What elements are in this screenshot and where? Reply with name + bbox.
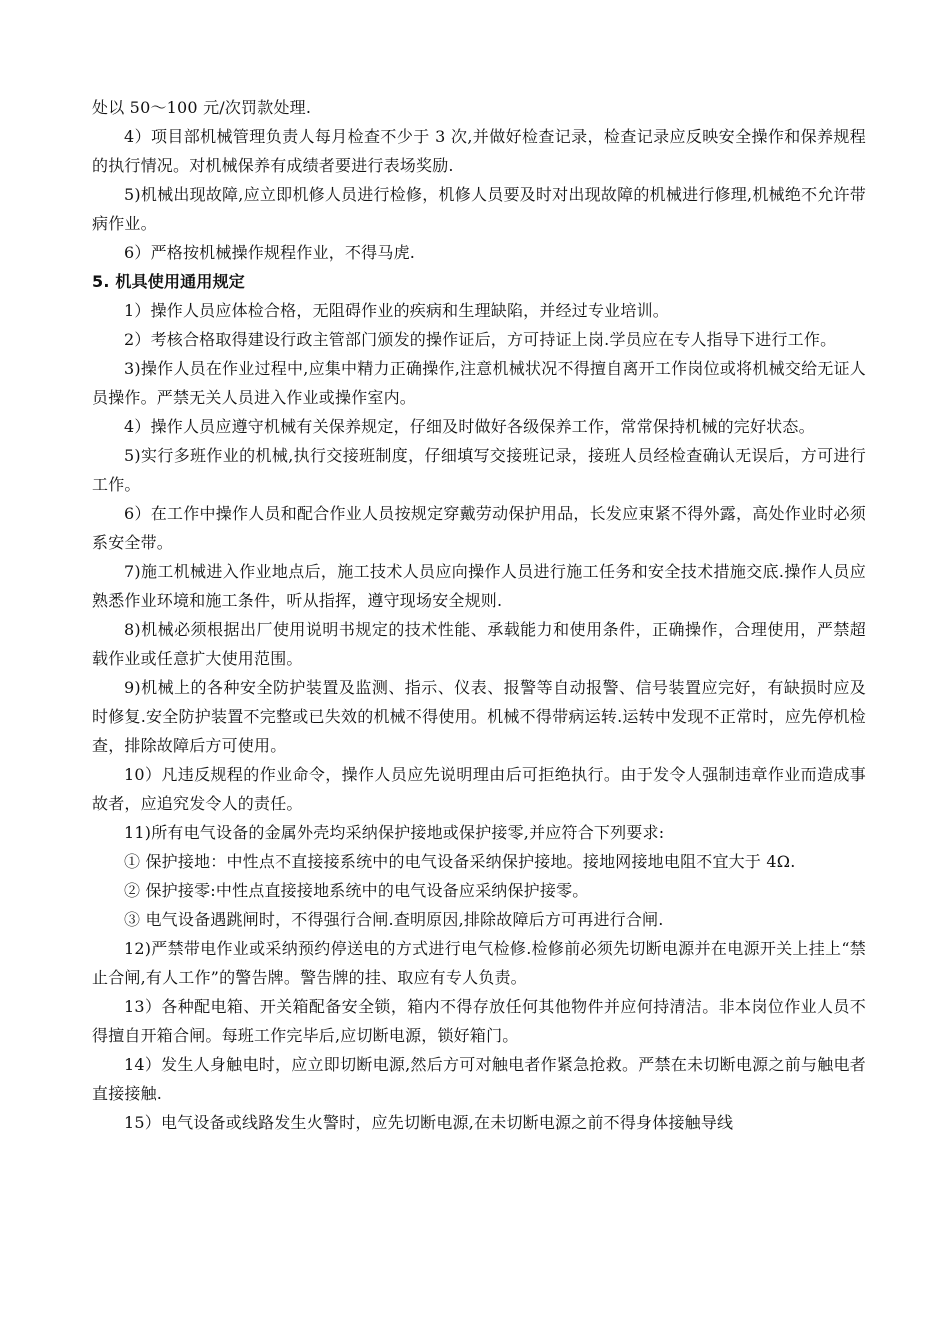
paragraph-rule-10: 10）凡违反规程的作业命令，操作人员应先说明理由后可拒绝执行。由于发令人强制违章作业而造成事故者，应追究发令人的责任。: [92, 765, 866, 813]
paragraph-subrule-1: ① 保护接地：中性点不直接接系统中的电气设备采纳保护接地。接地网接地电阻不宜大于 4Ω.: [124, 852, 796, 871]
document-body: [92, 93, 866, 1137]
paragraph-item-5-repair: 5)机械出现故障,应立即机修人员进行检修，机修人员要及时对出现故障的机械进行修理,机械绝不允许带病作业。: [92, 185, 866, 233]
paragraph-item-6-procedure: 6）严格按机械操作规程作业，不得马虎.: [124, 243, 416, 262]
paragraph-rule-5: 5)实行多班作业的机械,执行交接班制度，仔细填写交接班记录，接班人员经检查确认无误后，方可进行工作。: [92, 446, 866, 494]
paragraph-rule-3: 3)操作人员在作业过程中,应集中精力正确操作,注意机械状况不得擅自离开工作岗位或将机械交给无证人员操作。严禁无关人员进入作业或操作室内。: [92, 359, 866, 407]
paragraph-rule-2: 2）考核合格取得建设行政主管部门颁发的操作证后，方可持证上岗.学员应在专人指导下进行工作。: [124, 330, 837, 349]
paragraph-fine-clause: 处以 50～100 元/次罚款处理.: [92, 98, 312, 117]
paragraph-rule-15: 15）电气设备或线路发生火警时，应先切断电源,在未切断电源之前不得身体接触导线: [124, 1113, 734, 1132]
paragraph-rule-6: 6）在工作中操作人员和配合作业人员按规定穿戴劳动保护用品，长发应束紧不得外露，高处作业时必须系安全带。: [92, 504, 866, 552]
paragraph-rule-4: 4）操作人员应遵守机械有关保养规定，仔细及时做好各级保养工作，常常保持机械的完好状态。: [124, 417, 815, 436]
paragraph-rule-1: 1）操作人员应体检合格，无阻碍作业的疾病和生理缺陷，并经过专业培训。: [124, 301, 669, 320]
paragraph-rule-12: 12)严禁带电作业或采纳预约停送电的方式进行电气检修.检修前必须先切断电源并在电源开关上挂上“禁止合闸,有人工作”的警告牌。警告牌的挂、取应有专人负责。: [92, 939, 866, 987]
paragraph-rule-8: 8)机械必须根据出厂使用说明书规定的技术性能、承载能力和使用条件，正确操作，合理使用，严禁超载作业或任意扩大使用范围。: [92, 620, 866, 668]
paragraph-subrule-2: ② 保护接零:中性点直接接地系统中的电气设备应采纳保护接零。: [124, 881, 589, 900]
paragraph-rule-14: 14）发生人身触电时，应立即切断电源,然后方可对触电者作紧急抢救。严禁在未切断电源之前与触电者直接接触.: [92, 1055, 866, 1103]
paragraph-rule-13: 13）各种配电箱、开关箱配备安全锁，箱内不得存放任何其他物件并应何持清洁。非本岗位作业人员不得擅自开箱合闸。每班工作完毕后,应切断电源，锁好箱门。: [92, 997, 866, 1045]
paragraph-rule-9: 9)机械上的各种安全防护装置及监测、指示、仪表、报警等自动报警、信号装置应完好，有缺损时应及时修复.安全防护装置不完整或已失效的机械不得使用。机械不得带病运转.运转中发现不正常时，应先停机检查，排除故障后方可使用。: [92, 678, 866, 755]
paragraph-item-4-inspection: 4）项目部机械管理负责人每月检查不少于 3 次,并做好检查记录，检查记录应反映安全操作和保养规程的执行情况。对机械保养有成绩者要进行表场奖励.: [92, 127, 866, 175]
paragraph-rule-11: 11)所有电气设备的金属外壳均采纳保护接地或保护接零,并应符合下列要求:: [124, 823, 665, 842]
paragraph-rule-7: 7)施工机械进入作业地点后，施工技术人员应向操作人员进行施工任务和安全技术措施交底.操作人员应熟悉作业环境和施工条件，听从指挥，遵守现场安全规则.: [92, 562, 866, 610]
paragraph-subrule-3: ③ 电气设备遇跳闸时，不得强行合闸.查明原因,排除故障后方可再进行合闸.: [124, 910, 664, 929]
section-heading-5: 5. 机具使用通用规定: [92, 272, 245, 291]
